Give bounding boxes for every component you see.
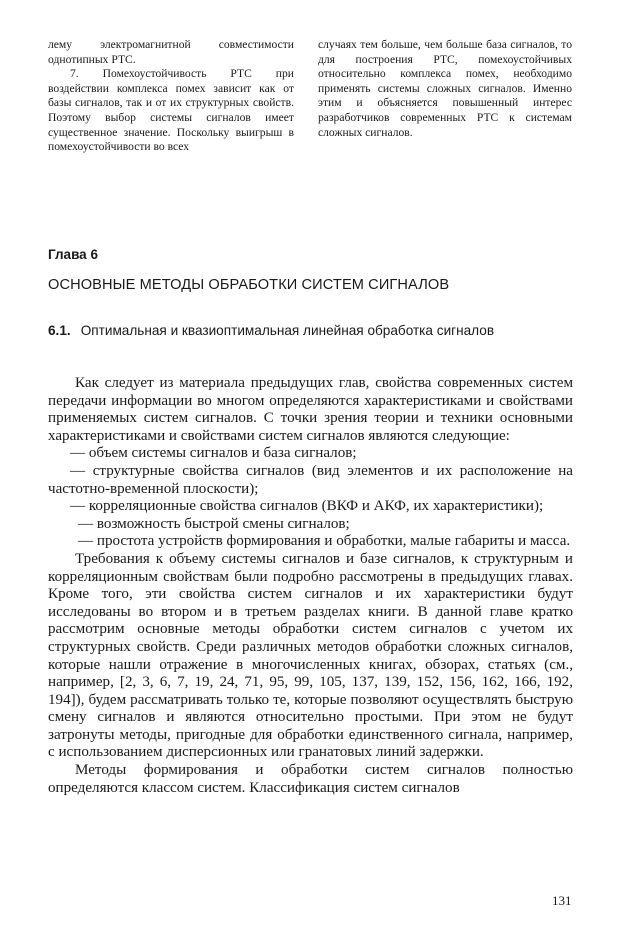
paragraph-item-7: 7. Помехоустойчивость РТС при воздействии комплекса помех зависит как от базы сигналов, так и от их структурных свойств. Поэтому выбор системы сигналов имеет существенное значение. Поскольку выигрыш в помехоустойчивости во всех xyxy=(48,67,294,154)
intro-paragraph: Как следует из материала предыдущих глав, свойства современных систем передачи информации во многом определяются характеристиками и свойствами применяемых систем сигналов. С точки зрения теории и техники основными характеристиками и свойствами систем сигналов являются следующие: xyxy=(48,375,573,444)
list-item: — простота устройств формирования и обработки, малые габариты и масса. xyxy=(78,533,571,550)
chapter-label: Глава 6 xyxy=(48,247,98,262)
chapter-title: ОСНОВНЫЕ МЕТОДЫ ОБРАБОТКИ СИСТЕМ СИГНАЛОВ xyxy=(48,277,450,293)
section-heading xyxy=(48,322,578,339)
paragraph-methods: Методы формирования и обработки систем сигналов полностью определяются классом систем. Классификация систем сигналов xyxy=(48,762,573,796)
list-item: — корреляционные свойства сигналов (ВКФ и АКФ, их характеристики); xyxy=(70,498,544,515)
paragraph-continuation: случаях тем больше, чем больше база сигналов, то для построения РТС, помехоустойчивых относительно комплекса помех, необходимо применять системы сложных сигналов. Именно этим и объясняется повышенный интерес разработчиков современных РТС к системам сложных сигналов. xyxy=(318,38,572,139)
list-item: — структурные свойства сигналов (вид элементов и их расположение на частотно-временной плоскости); xyxy=(48,462,573,497)
section-title: Оптимальная и квазиоптимальная линейная обработка сигналов xyxy=(80,323,495,338)
page-number: 131 xyxy=(552,893,572,908)
top-left-column xyxy=(48,38,294,155)
list-item: — объем системы сигналов и база сигналов; xyxy=(70,445,357,462)
main-body xyxy=(48,375,573,797)
list-item: — возможность быстрой смены сигналов; xyxy=(78,515,350,532)
carry-over-line: лему электромагнитной совместимости однотипных РТС. xyxy=(48,38,294,66)
top-right-column xyxy=(318,38,572,140)
section-number: 6.1. xyxy=(48,323,71,338)
paragraph-requirements: Требования к объему системы сигналов и базе сигналов, к структурным и корреляционным свойствам были подробно рассмотрены в предыдущих главах. Кроме того, эти свойства систем сигналов и их характеристики будут исследованы во втором и в третьем разделах книги. В данной главе кратко рассмотрим основные методы обработки систем сигналов с учетом их структурных свойств. Среди различных методов обработки сложных сигналов, которые нашли отражение в многочисленных книгах, обзорах, статьях (см., например, [2, 3, 6, 7, 19, 24, 71, 95, 99, 105, 137, 139, 152, 156, 162, 166, 192, 194]), будем рассматривать только те, которые позволяют осуществлять быструю смену сигналов и являются относительно простыми. При этом не будут затронуты методы, пригодные для обработки единственного сигнала, например, с использованием дисперсионных или гранатовых линий задержки. xyxy=(48,550,573,761)
